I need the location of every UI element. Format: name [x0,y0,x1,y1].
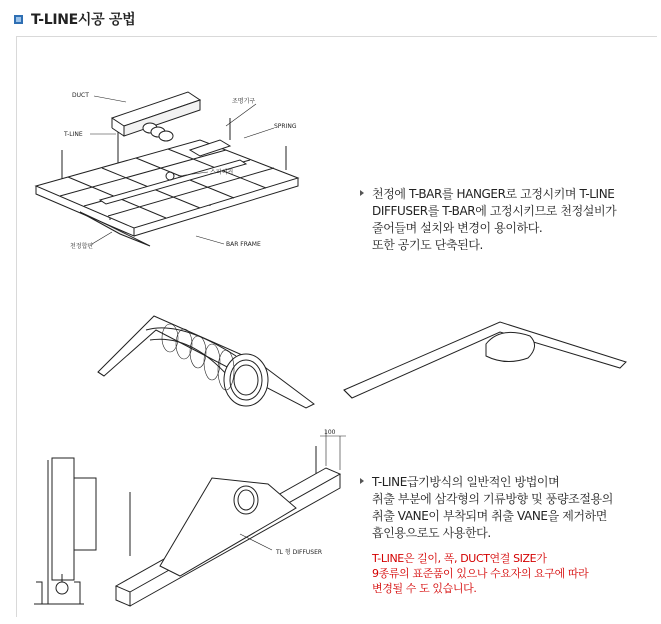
section-title: T-LINE시공 공법 [31,12,136,28]
ceiling-board-label: 천정합판 [70,243,94,250]
arrow-bullet-icon [360,478,364,484]
lighting-label: 조명기구 [232,98,256,105]
note3-line: 변경될 수 도 있습니다. [372,582,477,595]
note2-line: 취출 VANE이 부착되며 취출 VANE을 제거하면 [372,509,607,523]
tline-label: T-LINE [64,131,83,138]
note3-line: T-LINE은 길이, 폭, DUCT연결 SIZE가 [372,552,547,565]
note2-line: 취출 부분에 삼각형의 기류방향 및 풍량조절용의 [372,492,613,506]
note2-line: T-LINE급기방식의 일반적인 방법이며 [372,475,560,489]
dimension-label: 100 [324,429,336,436]
note1-line: 또한 공기도 단축된다. [372,238,483,252]
tl-diffuser-label: TL 형 DIFFUSER [276,549,323,556]
installation-description [372,186,616,254]
note1-line: 줄어들며 설치와 변경이 용이하다. [372,221,543,235]
standard-size-note [372,551,588,596]
arrow-bullet-icon [360,190,364,196]
bar-frame-label: BAR FRAME [226,241,261,248]
note1-line: DIFFUSER를 T-BAR에 고정시키므로 천정설비가 [372,204,617,218]
supply-method-description [372,474,613,542]
spring-label: SPRING [274,123,297,130]
note1-line: 천정에 T-BAR를 HANGER로 고정시키며 T-LINE [372,187,615,201]
duct-label: DUCT [72,92,89,99]
note2-line: 흡인용으로도 사용한다. [372,526,491,540]
note3-line: 9종류의 표준품이 있으나 수요자의 요구에 따라 [372,567,589,580]
speaker-label: 스피이커 [210,169,234,176]
